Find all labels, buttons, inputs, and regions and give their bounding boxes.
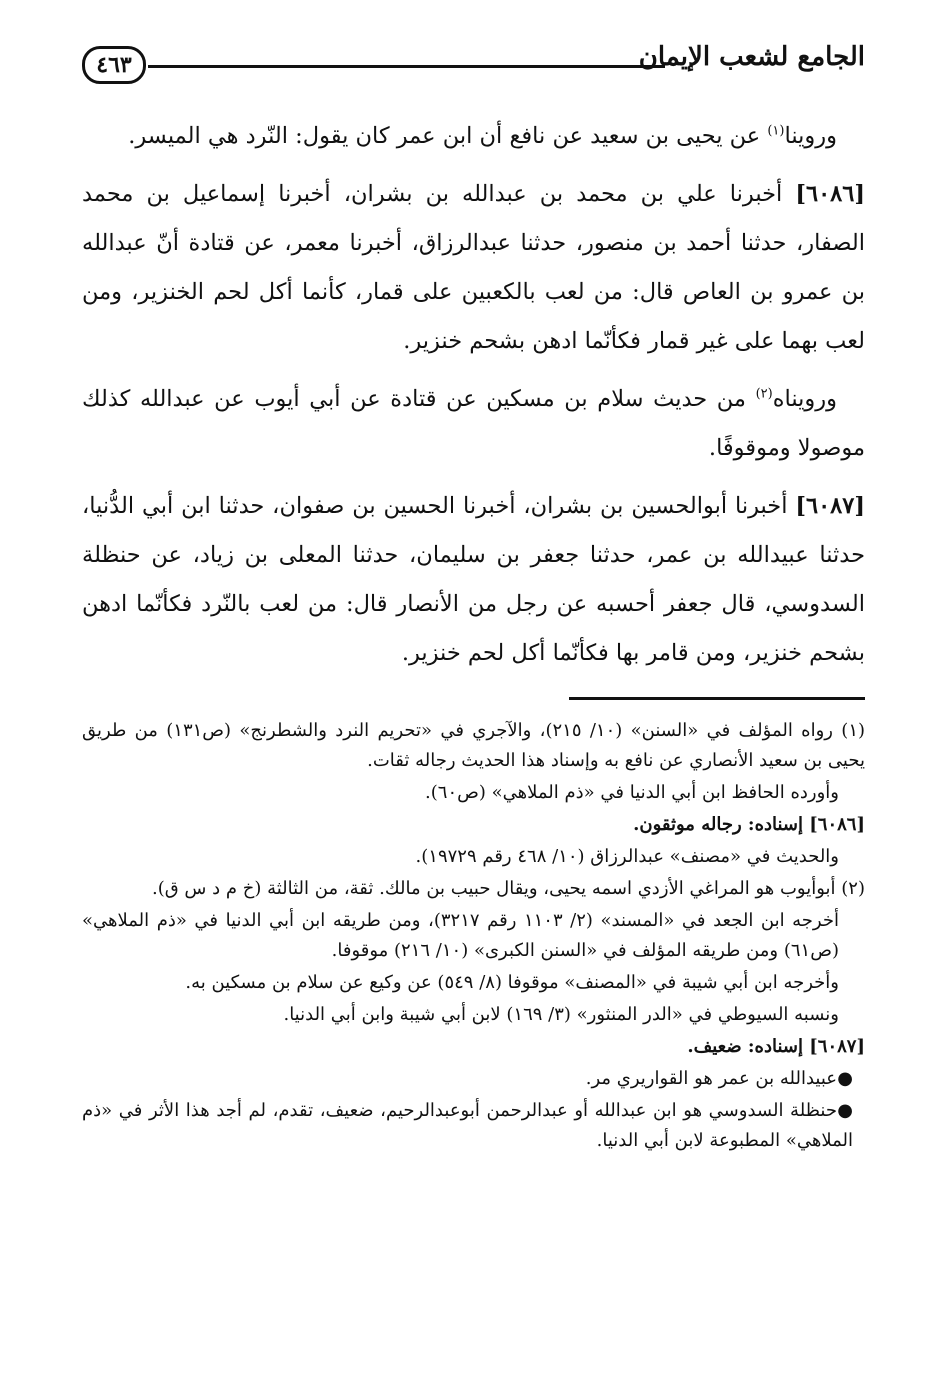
- page-header: [82, 38, 865, 98]
- footnote-ref: (١): [767, 123, 785, 139]
- list-item: [82, 1096, 865, 1156]
- page-number-badge: [82, 46, 146, 84]
- text-run: وروينا: [784, 123, 837, 149]
- bullet-icon: ●: [837, 1068, 853, 1089]
- main-text: [82, 112, 865, 687]
- footnote-6086-detail: والحديث في «مصنف» عبدالرزاق (١٠/ ٤٦٨ رقم ١٩٧٢٩).: [415, 846, 839, 867]
- text-run: عبيدالله بن عمر هو القواريري مر.: [585, 1068, 837, 1089]
- footnote-separator: [569, 697, 865, 700]
- header-rule: [148, 65, 665, 68]
- text-run: عن يحيى بن سعيد عن نافع أن ابن عمر كان يقول: النّرد هي الميسر.: [128, 123, 768, 149]
- paragraph: [82, 375, 865, 473]
- hadith-number: [٦٠٨٦]: [795, 181, 865, 207]
- page-number: ٤٦٣: [96, 52, 132, 78]
- footnote-1-continued: وأورده الحافظ ابن أبي الدنيا في «ذم الملاهي» (ص٦٠).: [425, 782, 839, 803]
- text-run: من حديث سلام بن مسكين عن قتادة عن أبي أيوب عن عبدالله كذلك موصولا وموقوفًا.: [82, 386, 865, 461]
- footnote-6087-label: [٦٠٨٧] إسناده: ضعيف.: [687, 1036, 865, 1057]
- footnote-6086-label: [٦٠٨٦] إسناده: رجاله موثقون.: [633, 814, 865, 835]
- text-run: أخبرنا أبوالحسين بن بشران، أخبرنا الحسين بن صفوان، حدثنا ابن أبي الدُّنيا، حدثنا عبيدالله بن عمر، حدثنا جعفر بن سليمان، حدثنا المعلى بن زياد، عن حنظلة السدوسي، قال جعفر أحسبه عن رجل من الأنصار قال: من لعب بالنّرد فكأنّما ادهن بشحم خنزير، ومن قامر بها فكأنّما أكل لحم خنزير.: [82, 493, 865, 666]
- footnote-2: (٢) أبوأيوب هو المراغي الأزدي اسمه يحيى، ويقال حبيب بن مالك. ثقة، من الثالثة (خ م د س ق).: [151, 878, 865, 899]
- footnote-2-continued: وأخرجه ابن أبي شيبة في «المصنف» موقوفا (٨/ ٥٤٩) عن وكيع عن سلام بن مسكين به.: [185, 972, 839, 993]
- running-title: الجامع لشعب الإيمان: [638, 42, 865, 72]
- footnote-2-continued: أخرجه ابن الجعد في «المسند» (٢/ ١١٠٣ رقم ٣٢١٧)، ومن طريقه ابن أبي الدنيا في «ذم الملاهي» (ص٦١) ومن طريقه المؤلف في «السنن الكبرى» (١٠/ ٢١٦) موقوفا.: [82, 910, 839, 961]
- footnote-2-continued: ونسبه السيوطي في «الدر المنثور» (٣/ ١٦٩) لابن أبي شيبة وابن أبي الدنيا.: [283, 1004, 839, 1025]
- footnote-ref: (٢): [755, 386, 773, 402]
- text-run: أخبرنا علي بن محمد بن عبدالله بن بشران، أخبرنا إسماعيل بن محمد الصفار، حدثنا أحمد بن منصور، حدثنا عبدالرزاق، أخبرنا معمر، عن قتادة أنّ عبدالله بن عمرو بن العاص قال: من لعب بالكعبين على قمار، كأنما أكل لحم الخنزير، ومن لعب بهما على غير قمار فكأنّما ادهن بشحم خنزير.: [82, 181, 865, 354]
- bullet-icon: ●: [837, 1100, 853, 1121]
- hadith-number: [٦٠٨٧]: [795, 493, 865, 519]
- paragraph: [82, 112, 865, 161]
- paragraph-hadith-6086: [82, 170, 865, 366]
- list-item: [82, 1064, 865, 1094]
- text-run: ورويناه: [772, 386, 837, 412]
- footnote-1: (١) رواه المؤلف في «السنن» (١٠/ ٢١٥)، والآجري في «تحريم النرد والشطرنج» (ص١٣١) من طريق يحيى بن سعيد الأنصاري عن نافع به وإسناد هذا الحديث رجاله ثقات.: [82, 720, 866, 771]
- text-run: حنظلة السدوسي هو ابن عبدالله أو عبدالرحمن أبوعبدالرحيم، ضعيف، تقدم، لم أجد هذا الأثر في «ذم الملاهي» المطبوعة لابن أبي الدنيا.: [82, 1100, 853, 1151]
- footnotes: [82, 716, 865, 1158]
- paragraph-hadith-6087: [82, 482, 865, 678]
